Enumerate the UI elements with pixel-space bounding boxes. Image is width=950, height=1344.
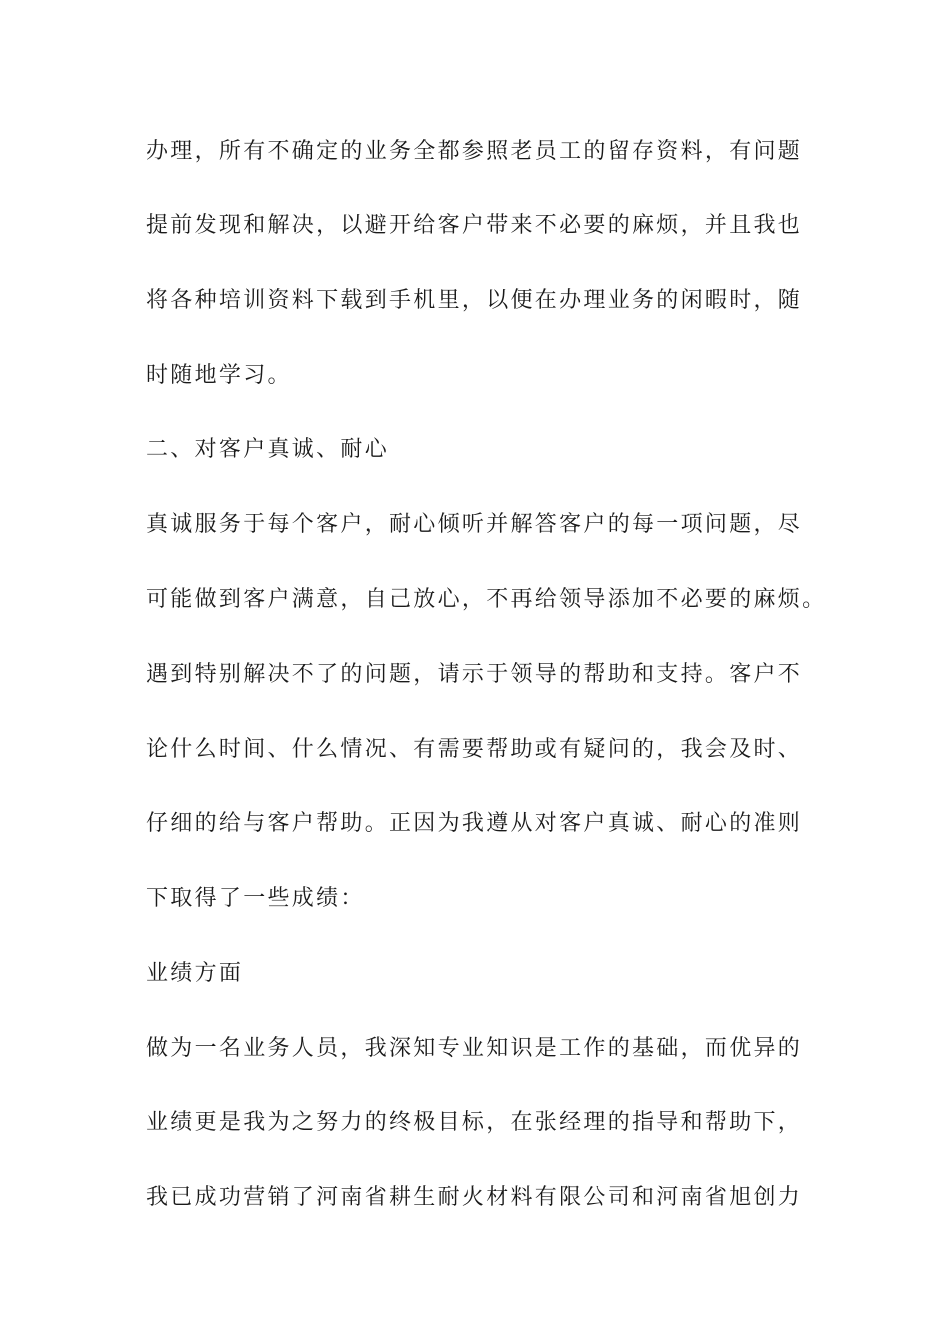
paragraph-line: 业绩更是我为之努力的终极目标，在张经理的指导和帮助下， bbox=[146, 1110, 803, 1135]
paragraph-line: 提前发现和解决，以避开给客户带来不必要的麻烦，并且我也 bbox=[146, 213, 803, 238]
paragraph-line: 真诚服务于每个客户，耐心倾听并解答客户的每一项问题，尽 bbox=[146, 512, 803, 537]
paragraph-line: 可能做到客户满意，自己放心，不再给领导添加不必要的麻烦。 bbox=[146, 587, 827, 612]
section-heading: 业绩方面 bbox=[146, 961, 244, 986]
paragraph-line: 时随地学习。 bbox=[146, 363, 292, 388]
section-heading: 二、对客户真诚、耐心 bbox=[146, 437, 390, 462]
paragraph-line: 办理，所有不确定的业务全都参照老员工的留存资料，有问题 bbox=[146, 139, 803, 164]
paragraph-line: 下取得了一些成绩： bbox=[146, 886, 365, 911]
paragraph-line: 将各种培训资料下载到手机里，以便在办理业务的闲暇时，随 bbox=[146, 288, 803, 313]
paragraph-line: 仔细的给与客户帮助。正因为我遵从对客户真诚、耐心的准则 bbox=[146, 811, 803, 836]
paragraph-line: 遇到特别解决不了的问题，请示于领导的帮助和支持。客户不 bbox=[146, 662, 803, 687]
paragraph-line: 做为一名业务人员，我深知专业知识是工作的基础，而优异的 bbox=[146, 1036, 803, 1061]
paragraph-line: 我已成功营销了河南省耕生耐火材料有限公司和河南省旭创力 bbox=[146, 1185, 803, 1210]
paragraph-line: 论什么时间、什么情况、有需要帮助或有疑问的，我会及时、 bbox=[146, 737, 803, 762]
